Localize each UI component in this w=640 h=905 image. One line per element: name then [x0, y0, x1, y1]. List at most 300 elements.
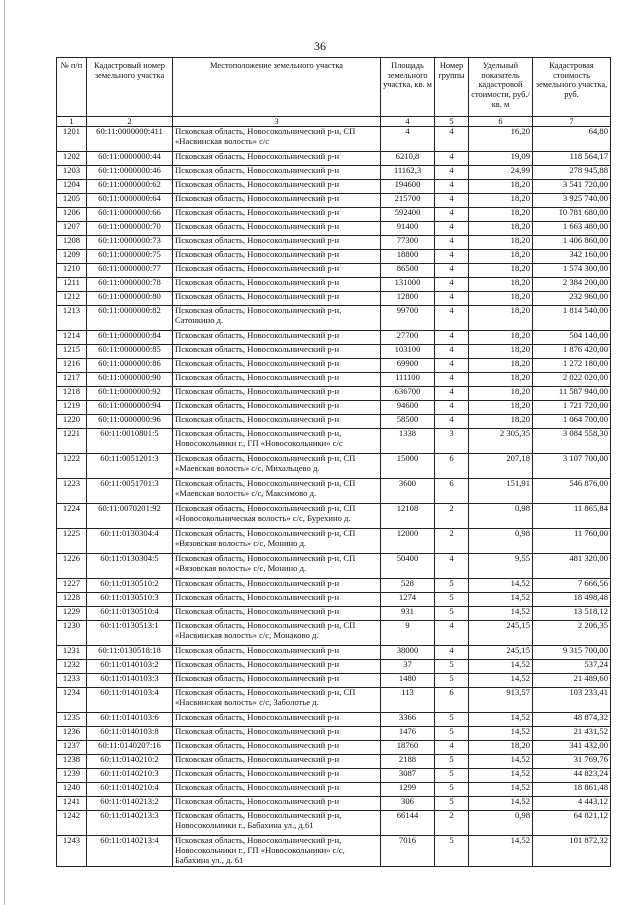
group-cell: 4: [435, 127, 469, 152]
area-cell: 86500: [381, 264, 435, 278]
cadastral-value-cell: 3 541 720,00: [533, 180, 611, 194]
group-cell: 4: [435, 621, 469, 646]
location-cell: Псковская область, Новосокольнический р-н: [173, 331, 381, 345]
column-number: 7: [533, 117, 611, 127]
row-number-cell: 1216: [57, 359, 87, 373]
row-number-cell: 1223: [57, 479, 87, 504]
group-cell: 5: [435, 593, 469, 607]
specific-index-cell: 18,20: [469, 345, 533, 359]
specific-index-cell: 14,52: [469, 607, 533, 621]
table-row: [57, 387, 611, 401]
cadastral-value-cell: 21 489,60: [533, 674, 611, 688]
table-row: [57, 727, 611, 741]
location-cell: Псковская область, Новосокольнический р-н: [173, 345, 381, 359]
cadastral-number-cell: 60:11:0000000:70: [87, 222, 173, 236]
area-cell: 1274: [381, 593, 435, 607]
cadastral-number-cell: 60:11:0140103:3: [87, 674, 173, 688]
table-row: [57, 454, 611, 479]
table-row: [57, 646, 611, 660]
table-row: [57, 359, 611, 373]
location-cell: Псковская область, Новосокольнический р-н: [173, 401, 381, 415]
group-cell: 4: [435, 741, 469, 755]
location-cell: Псковская область, Новосокольнический р-н, СП «Маевская волость» с/с, Максимово д.: [173, 479, 381, 504]
group-cell: 4: [435, 646, 469, 660]
group-cell: 4: [435, 415, 469, 429]
cadastral-number-cell: 60:11:0140210:2: [87, 755, 173, 769]
group-cell: 2: [435, 811, 469, 836]
row-number-cell: 1202: [57, 152, 87, 166]
table-row: [57, 222, 611, 236]
cadastral-number-cell: 60:11:0000000:78: [87, 278, 173, 292]
cadastral-number-cell: 60:11:0140103:8: [87, 727, 173, 741]
table-row: [57, 250, 611, 264]
area-cell: 11162,3: [381, 166, 435, 180]
specific-index-cell: 18,20: [469, 359, 533, 373]
cadastral-number-cell: 60:11:0130518:18: [87, 646, 173, 660]
specific-index-cell: 207,18: [469, 454, 533, 479]
row-number-cell: 1237: [57, 741, 87, 755]
specific-index-cell: 14,52: [469, 797, 533, 811]
group-cell: 5: [435, 783, 469, 797]
column-number: 5: [435, 117, 469, 127]
cadastral-value-cell: 232 960,00: [533, 292, 611, 306]
cadastral-value-cell: 7 666,56: [533, 579, 611, 593]
location-cell: Псковская область, Новосокольнический р-н: [173, 359, 381, 373]
table-row: [57, 607, 611, 621]
cadastral-number-cell: 60:11:0000000:92: [87, 387, 173, 401]
row-number-cell: 1231: [57, 646, 87, 660]
cadastral-number-cell: 60:11:0130304:5: [87, 554, 173, 579]
row-number-cell: 1209: [57, 250, 87, 264]
group-cell: 5: [435, 755, 469, 769]
specific-index-cell: 18,20: [469, 250, 533, 264]
area-cell: 94600: [381, 401, 435, 415]
cadastral-value-cell: 3 084 558,30: [533, 429, 611, 454]
area-cell: 12000: [381, 529, 435, 554]
table-row: [57, 811, 611, 836]
cadastral-value-cell: 64,80: [533, 127, 611, 152]
specific-index-cell: 14,52: [469, 660, 533, 674]
location-cell: Псковская область, Новосокольнический р-н: [173, 579, 381, 593]
area-cell: 3087: [381, 769, 435, 783]
group-cell: 4: [435, 222, 469, 236]
row-number-cell: 1226: [57, 554, 87, 579]
cadastral-number-cell: 60:11:0070201:92: [87, 504, 173, 529]
group-cell: 4: [435, 306, 469, 331]
location-cell: Псковская область, Новосокольнический р-н: [173, 222, 381, 236]
area-cell: 6210,8: [381, 152, 435, 166]
location-cell: Псковская область, Новосокольнический р-н: [173, 674, 381, 688]
cadastral-value-cell: 278 945,88: [533, 166, 611, 180]
cadastral-number-cell: 60:11:0140103:6: [87, 713, 173, 727]
header-cadastral-value: Кадастровая стоимость земельного участка, руб.: [533, 58, 611, 117]
cadastral-value-cell: 341 432,00: [533, 741, 611, 755]
area-cell: 18760: [381, 741, 435, 755]
cadastral-number-cell: 60:11:0010801:5: [87, 429, 173, 454]
cadastral-number-cell: 60:11:0000000:94: [87, 401, 173, 415]
cadastral-value-cell: 64 821,12: [533, 811, 611, 836]
area-cell: 1476: [381, 727, 435, 741]
row-number-cell: 1220: [57, 415, 87, 429]
location-cell: Псковская область, Новосокольнический р-н: [173, 250, 381, 264]
group-cell: 4: [435, 180, 469, 194]
cadastral-value-cell: 3 925 740,00: [533, 194, 611, 208]
column-number: 6: [469, 117, 533, 127]
row-number-cell: 1232: [57, 660, 87, 674]
row-number-cell: 1230: [57, 621, 87, 646]
row-number-cell: 1235: [57, 713, 87, 727]
location-cell: Псковская область, Новосокольнический р-н: [173, 415, 381, 429]
row-number-cell: 1204: [57, 180, 87, 194]
area-cell: 131000: [381, 278, 435, 292]
cadastral-number-cell: 60:11:0000000:73: [87, 236, 173, 250]
header-location: Местоположение земельного участка: [173, 58, 381, 117]
table-row: [57, 593, 611, 607]
cadastral-number-cell: 60:11:0130510:3: [87, 593, 173, 607]
location-cell: Псковская область, Новосокольнический р-н: [173, 755, 381, 769]
specific-index-cell: 14,52: [469, 727, 533, 741]
table-row: [57, 306, 611, 331]
row-number-cell: 1236: [57, 727, 87, 741]
table-row: [57, 836, 611, 867]
specific-index-cell: 245,15: [469, 621, 533, 646]
table-row: [57, 331, 611, 345]
table-row: [57, 264, 611, 278]
area-cell: 27700: [381, 331, 435, 345]
specific-index-cell: 14,52: [469, 593, 533, 607]
cadastral-value-table: [56, 57, 611, 867]
row-number-cell: 1208: [57, 236, 87, 250]
cadastral-number-cell: 60:11:0000000:66: [87, 208, 173, 222]
row-number-cell: 1238: [57, 755, 87, 769]
area-cell: 66144: [381, 811, 435, 836]
area-cell: 91400: [381, 222, 435, 236]
area-cell: 18800: [381, 250, 435, 264]
area-cell: 113: [381, 688, 435, 713]
specific-index-cell: 18,20: [469, 264, 533, 278]
specific-index-cell: 18,20: [469, 292, 533, 306]
table-row: [57, 755, 611, 769]
group-cell: 4: [435, 373, 469, 387]
location-cell: Псковская область, Новосокольнический р-н, СП «Вязовская волость» с/с, Монино д.: [173, 529, 381, 554]
group-cell: 5: [435, 797, 469, 811]
row-number-cell: 1217: [57, 373, 87, 387]
specific-index-cell: 24,99: [469, 166, 533, 180]
group-cell: 5: [435, 674, 469, 688]
cadastral-value-cell: 1 876 420,00: [533, 345, 611, 359]
group-cell: 6: [435, 688, 469, 713]
row-number-cell: 1240: [57, 783, 87, 797]
row-number-cell: 1242: [57, 811, 87, 836]
group-cell: 4: [435, 345, 469, 359]
table-row: [57, 674, 611, 688]
cadastral-number-cell: 60:11:0000000:80: [87, 292, 173, 306]
cadastral-value-cell: 546 876,00: [533, 479, 611, 504]
group-cell: 4: [435, 250, 469, 264]
row-number-cell: 1233: [57, 674, 87, 688]
row-number-cell: 1241: [57, 797, 87, 811]
area-cell: 37: [381, 660, 435, 674]
cadastral-value-cell: 537,24: [533, 660, 611, 674]
cadastral-number-cell: 60:11:0000000:411: [87, 127, 173, 152]
cadastral-value-cell: 11 865,84: [533, 504, 611, 529]
table-row: [57, 152, 611, 166]
location-cell: Псковская область, Новосокольнический р-н: [173, 797, 381, 811]
row-number-cell: 1227: [57, 579, 87, 593]
group-cell: 5: [435, 769, 469, 783]
cadastral-value-cell: 21 431,52: [533, 727, 611, 741]
table-row: [57, 278, 611, 292]
cadastral-value-cell: 1 406 860,00: [533, 236, 611, 250]
table-row: [57, 741, 611, 755]
cadastral-value-cell: 11 760,00: [533, 529, 611, 554]
area-cell: 12108: [381, 504, 435, 529]
table-row: [57, 194, 611, 208]
row-number-cell: 1212: [57, 292, 87, 306]
specific-index-cell: 18,20: [469, 741, 533, 755]
cadastral-number-cell: 60:11:0140213:4: [87, 836, 173, 867]
group-cell: 5: [435, 713, 469, 727]
area-cell: 1480: [381, 674, 435, 688]
cadastral-number-cell: 60:11:0140210:4: [87, 783, 173, 797]
area-cell: 3600: [381, 479, 435, 504]
cadastral-value-cell: 31 769,76: [533, 755, 611, 769]
cadastral-number-cell: 60:11:0130513:1: [87, 621, 173, 646]
specific-index-cell: 18,20: [469, 278, 533, 292]
table-row: [57, 504, 611, 529]
column-number: 4: [381, 117, 435, 127]
group-cell: 3: [435, 429, 469, 454]
specific-index-cell: 245,15: [469, 646, 533, 660]
specific-index-cell: 14,52: [469, 674, 533, 688]
area-cell: 111100: [381, 373, 435, 387]
area-cell: 931: [381, 607, 435, 621]
specific-index-cell: 14,52: [469, 713, 533, 727]
row-number-cell: 1211: [57, 278, 87, 292]
table-row: [57, 660, 611, 674]
cadastral-number-cell: 60:11:0000000:75: [87, 250, 173, 264]
row-number-cell: 1207: [57, 222, 87, 236]
group-cell: 5: [435, 727, 469, 741]
area-cell: 7016: [381, 836, 435, 867]
cadastral-number-cell: 60:11:0051701:3: [87, 479, 173, 504]
table-row: [57, 479, 611, 504]
cadastral-value-cell: 13 518,12: [533, 607, 611, 621]
area-cell: 38000: [381, 646, 435, 660]
table-row: [57, 621, 611, 646]
table-row: [57, 345, 611, 359]
scan-edge-line: [4, 0, 5, 905]
location-cell: Псковская область, Новосокольнический р-н, СП «Маевская волость» с/с, Михальцево д.: [173, 454, 381, 479]
location-cell: Псковская область, Новосокольнический р-н: [173, 292, 381, 306]
area-cell: 636700: [381, 387, 435, 401]
table-row: [57, 429, 611, 454]
cadastral-number-cell: 60:11:0130510:2: [87, 579, 173, 593]
cadastral-value-cell: 44 823,24: [533, 769, 611, 783]
table-row: [57, 166, 611, 180]
table-row: [57, 783, 611, 797]
specific-index-cell: 19,09: [469, 152, 533, 166]
location-cell: Псковская область, Новосокольнический р-н: [173, 194, 381, 208]
group-cell: 4: [435, 554, 469, 579]
specific-index-cell: 18,20: [469, 373, 533, 387]
location-cell: Псковская область, Новосокольнический р-н: [173, 660, 381, 674]
table-row: [57, 713, 611, 727]
group-cell: 4: [435, 331, 469, 345]
cadastral-value-cell: 2 384 200,00: [533, 278, 611, 292]
location-cell: Псковская область, Новосокольнический р-н: [173, 713, 381, 727]
specific-index-cell: 14,52: [469, 579, 533, 593]
cadastral-value-cell: 2 022 020,00: [533, 373, 611, 387]
row-number-cell: 1222: [57, 454, 87, 479]
group-cell: 5: [435, 579, 469, 593]
group-cell: 4: [435, 236, 469, 250]
table-row: [57, 554, 611, 579]
row-number-cell: 1203: [57, 166, 87, 180]
area-cell: 50400: [381, 554, 435, 579]
location-cell: Псковская область, Новосокольнический р-н: [173, 166, 381, 180]
cadastral-value-cell: 118 564,17: [533, 152, 611, 166]
specific-index-cell: 2 305,35: [469, 429, 533, 454]
cadastral-number-cell: 60:11:0130304:4: [87, 529, 173, 554]
group-cell: 2: [435, 504, 469, 529]
area-cell: 15000: [381, 454, 435, 479]
cadastral-number-cell: 60:11:0000000:64: [87, 194, 173, 208]
cadastral-value-cell: 1 663 480,00: [533, 222, 611, 236]
cadastral-number-cell: 60:11:0000000:90: [87, 373, 173, 387]
location-cell: Псковская область, Новосокольнический р-н: [173, 236, 381, 250]
group-cell: 5: [435, 607, 469, 621]
cadastral-number-cell: 60:11:0000000:82: [87, 306, 173, 331]
specific-index-cell: 18,20: [469, 331, 533, 345]
cadastral-number-cell: 60:11:0000000:62: [87, 180, 173, 194]
specific-index-cell: 151,91: [469, 479, 533, 504]
row-number-cell: 1234: [57, 688, 87, 713]
table-body: [57, 127, 611, 867]
cadastral-value-cell: 1 272 180,00: [533, 359, 611, 373]
cadastral-number-cell: 60:11:0000000:77: [87, 264, 173, 278]
cadastral-number-cell: 60:11:0140103:4: [87, 688, 173, 713]
group-cell: 4: [435, 292, 469, 306]
specific-index-cell: 16,20: [469, 127, 533, 152]
cadastral-number-cell: 60:11:0051201:3: [87, 454, 173, 479]
location-cell: Псковская область, Новосокольнический р-н: [173, 607, 381, 621]
location-cell: Псковская область, Новосокольнический р-н, СП «Насвинская волость» с/с: [173, 127, 381, 152]
table-row: [57, 797, 611, 811]
cadastral-number-cell: 60:11:0130510:4: [87, 607, 173, 621]
table-row: [57, 688, 611, 713]
cadastral-number-cell: 60:11:0140213:2: [87, 797, 173, 811]
location-cell: Псковская область, Новосокольнический р-н, Новосокольники г., ГП «Новосокольники» с/с, Бабахина ул., д. 61: [173, 836, 381, 867]
row-number-cell: 1239: [57, 769, 87, 783]
cadastral-value-cell: 10 781 680,00: [533, 208, 611, 222]
specific-index-cell: 913,57: [469, 688, 533, 713]
header-area: Площадь земельного участка, кв. м: [381, 58, 435, 117]
specific-index-cell: 0,98: [469, 504, 533, 529]
table-row: [57, 415, 611, 429]
location-cell: Псковская область, Новосокольнический р-н: [173, 387, 381, 401]
location-cell: Псковская область, Новосокольнический р-н: [173, 373, 381, 387]
group-cell: 4: [435, 387, 469, 401]
location-cell: Псковская область, Новосокольнический р-н: [173, 208, 381, 222]
cadastral-value-cell: 101 872,32: [533, 836, 611, 867]
cadastral-value-cell: 18 498,48: [533, 593, 611, 607]
specific-index-cell: 14,52: [469, 755, 533, 769]
table-header-row: [57, 58, 611, 117]
group-cell: 4: [435, 194, 469, 208]
specific-index-cell: 18,20: [469, 236, 533, 250]
location-cell: Псковская область, Новосокольнический р-н: [173, 593, 381, 607]
table-row: [57, 529, 611, 554]
column-number: 1: [57, 117, 87, 127]
cadastral-number-cell: 60:11:0000000:85: [87, 345, 173, 359]
header-group: Номер группы: [435, 58, 469, 117]
cadastral-value-cell: 3 107 700,00: [533, 454, 611, 479]
specific-index-cell: 0,98: [469, 529, 533, 554]
group-cell: 6: [435, 479, 469, 504]
row-number-cell: 1213: [57, 306, 87, 331]
location-cell: Псковская область, Новосокольнический р-н, СП «Насвинская волость» с/с, Заболотье д.: [173, 688, 381, 713]
row-number-cell: 1224: [57, 504, 87, 529]
column-number: 3: [173, 117, 381, 127]
specific-index-cell: 18,20: [469, 194, 533, 208]
area-cell: 103100: [381, 345, 435, 359]
cadastral-value-cell: 4 443,12: [533, 797, 611, 811]
row-number-cell: 1221: [57, 429, 87, 454]
group-cell: 2: [435, 529, 469, 554]
row-number-cell: 1225: [57, 529, 87, 554]
area-cell: 77300: [381, 236, 435, 250]
group-cell: 4: [435, 264, 469, 278]
cadastral-value-cell: 103 233,41: [533, 688, 611, 713]
cadastral-value-cell: 11 587 940,00: [533, 387, 611, 401]
specific-index-cell: 14,52: [469, 836, 533, 867]
cadastral-number-cell: 60:11:0000000:86: [87, 359, 173, 373]
location-cell: Псковская область, Новосокольнический р-н, СП «Вязовская волость» с/с, Монино д.: [173, 554, 381, 579]
group-cell: 4: [435, 359, 469, 373]
row-number-cell: 1210: [57, 264, 87, 278]
area-cell: 58500: [381, 415, 435, 429]
row-number-cell: 1243: [57, 836, 87, 867]
location-cell: Псковская область, Новосокольнический р-н: [173, 278, 381, 292]
group-cell: 5: [435, 660, 469, 674]
group-cell: 4: [435, 401, 469, 415]
group-cell: 5: [435, 836, 469, 867]
area-cell: 1338: [381, 429, 435, 454]
cadastral-number-cell: 60:11:0140103:2: [87, 660, 173, 674]
specific-index-cell: 9,55: [469, 554, 533, 579]
table-row: [57, 180, 611, 194]
row-number-cell: 1229: [57, 607, 87, 621]
header-cadastral-number: Кадастровый номер земельного участка: [87, 58, 173, 117]
location-cell: Псковская область, Новосокольнический р-н, Новосокольники г., ГП «Новосокольники» с/с: [173, 429, 381, 454]
group-cell: 4: [435, 166, 469, 180]
specific-index-cell: 18,20: [469, 415, 533, 429]
group-cell: 4: [435, 278, 469, 292]
table-row: [57, 127, 611, 152]
location-cell: Псковская область, Новосокольнический р-н, Сатонкино д.: [173, 306, 381, 331]
area-cell: 3366: [381, 713, 435, 727]
specific-index-cell: 14,52: [469, 783, 533, 797]
column-number: 2: [87, 117, 173, 127]
table-row: [57, 769, 611, 783]
table-row: [57, 579, 611, 593]
table-row: [57, 292, 611, 306]
cadastral-value-cell: 342 160,00: [533, 250, 611, 264]
location-cell: Псковская область, Новосокольнический р-н: [173, 727, 381, 741]
specific-index-cell: 18,20: [469, 401, 533, 415]
area-cell: 215700: [381, 194, 435, 208]
